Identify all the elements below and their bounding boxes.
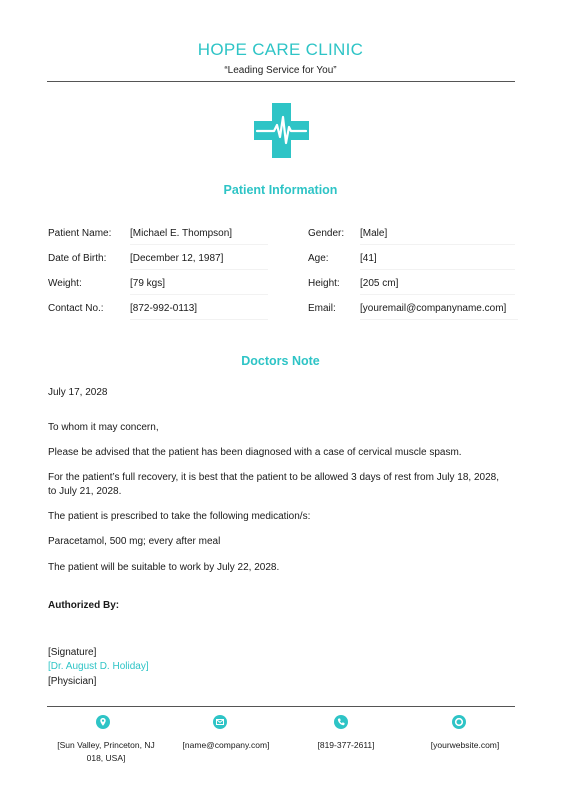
phone-icon	[334, 715, 348, 729]
signature-placeholder: [Signature]	[48, 647, 97, 658]
note-recovery-line-1: For the patient’s full recovery, it is best that the patient to be allowed 3 days of rest from July 18, 2028,	[48, 472, 499, 483]
footer-website: [yourwebsite.com]	[430, 740, 500, 750]
footer-address-line-1: [Sun Valley, Princeton, NJ	[57, 740, 155, 750]
note-date: July 17, 2028	[48, 387, 108, 398]
age-value: [41]	[360, 253, 515, 270]
patient-information-title: Patient Information	[223, 183, 338, 197]
contact-label: Contact No.:	[48, 303, 104, 314]
patient-name-value: [Michael E. Thompson]	[130, 228, 268, 245]
doctors-note-title: Doctors Note	[241, 354, 320, 368]
header-divider	[47, 81, 515, 82]
footer-divider	[47, 706, 515, 707]
footer-email: [name@company.com]	[182, 740, 270, 750]
dob-value: [December 12, 1987]	[130, 253, 268, 270]
authorized-by-label: Authorized By:	[48, 600, 120, 611]
globe-icon	[452, 715, 466, 729]
note-recovery-line-2: to July 21, 2028.	[48, 486, 122, 497]
location-pin-icon	[96, 715, 110, 729]
doctor-name: [Dr. August D. Holiday]	[48, 661, 149, 672]
note-diagnosis: Please be advised that the patient has been diagnosed with a case of cervical muscle spasm.	[48, 447, 462, 458]
footer-address-line-2: 018, USA]	[86, 753, 126, 763]
clinic-tagline: “Leading Service for You”	[224, 65, 337, 76]
note-salutation: To whom it may concern,	[48, 422, 159, 433]
email-value: [youremail@companyname.com]	[360, 303, 518, 320]
contact-value: [872-992-0113]	[130, 303, 268, 320]
dob-label: Date of Birth:	[48, 253, 107, 264]
footer-address	[43, 739, 169, 765]
email-icon	[213, 715, 227, 729]
clinic-name: HOPE CARE CLINIC	[197, 40, 364, 59]
note-prescription-intro: The patient is prescribed to take the following medication/s:	[48, 511, 311, 522]
note-return-to-work: The patient will be suitable to work by July 22, 2028.	[48, 562, 280, 573]
height-label: Height:	[308, 278, 340, 289]
note-medication: Paracetamol, 500 mg; every after meal	[48, 536, 221, 547]
medical-cross-heartbeat-icon	[254, 103, 309, 158]
weight-value: [79 kgs]	[130, 278, 268, 295]
doctor-role: [Physician]	[48, 676, 97, 687]
gender-value: [Male]	[360, 228, 515, 245]
email-label: Email:	[308, 303, 336, 314]
weight-label: Weight:	[48, 278, 82, 289]
age-label: Age:	[308, 253, 329, 264]
footer-phone: [819-377-2611]	[317, 740, 375, 750]
patient-name-label: Patient Name:	[48, 228, 112, 239]
height-value: [205 cm]	[360, 278, 515, 295]
gender-label: Gender:	[308, 228, 345, 239]
